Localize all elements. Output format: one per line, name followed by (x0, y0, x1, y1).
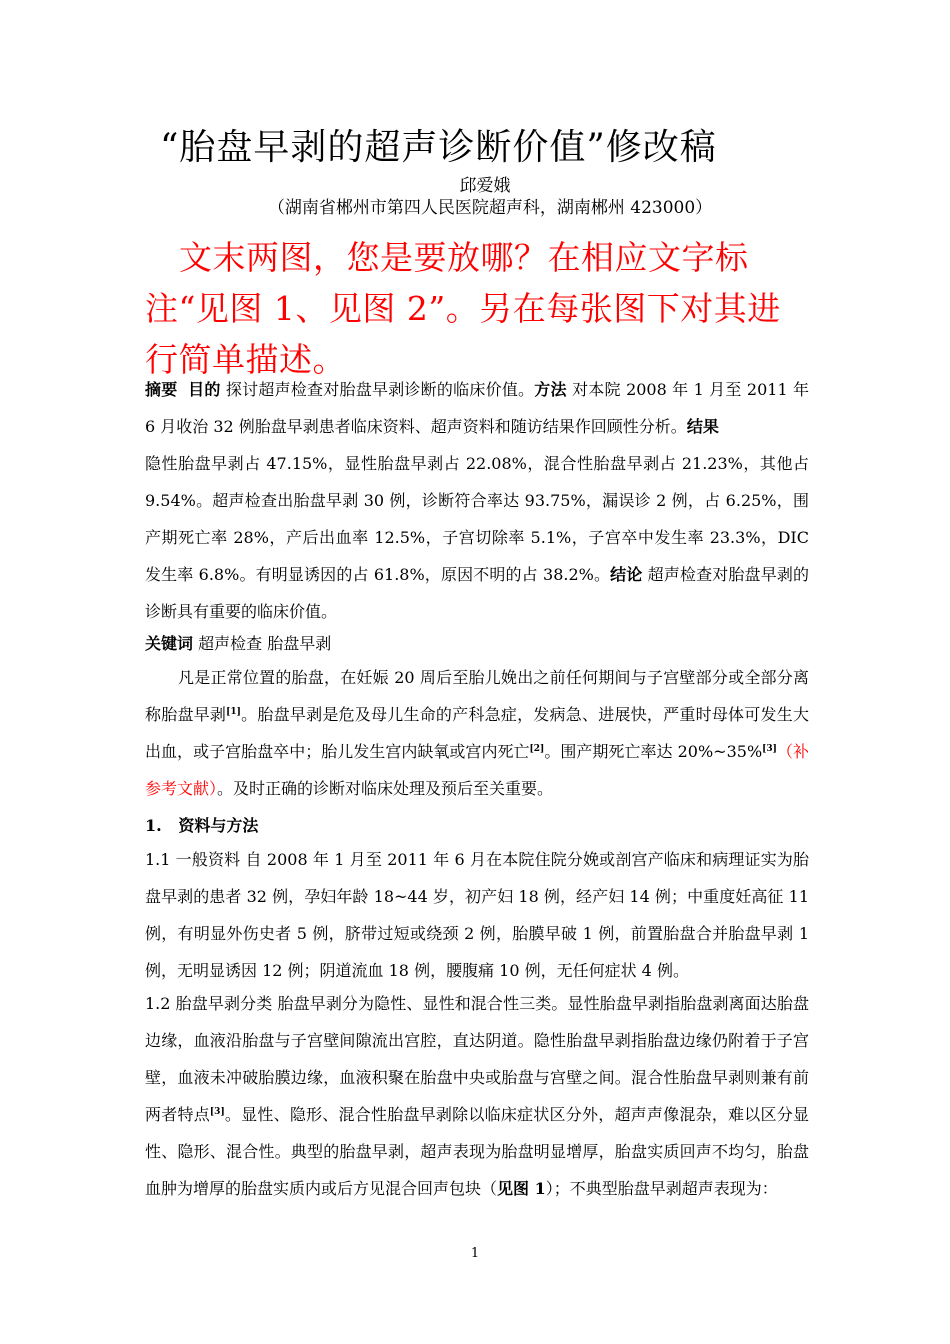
method-text: 对本院 2008 年 1 月至 2011 年 6 月收治 32 例胎盘早剥患者临床资料、超声资料和随访结果作回顾性分析。 (145, 380, 809, 436)
classification-text-3: ）；不典型胎盘早剥超声表现为： (545, 1179, 778, 1198)
keywords-line (145, 625, 809, 662)
abstract-paragraph (145, 371, 809, 630)
editor-note: 文末两图，您是要放哪？在相应文字标注“见图 1、见图 2”。另在每张图下对其进行简单描述。 (145, 238, 781, 379)
author-name: 邱爱娥 (459, 176, 511, 196)
citation-ref: [3] (762, 744, 777, 754)
section-heading: 1. 资料与方法 (145, 816, 259, 835)
reference-needed-note: （补参考文献） (145, 742, 809, 798)
conclusion-text: 超声检查对胎盘早剥的诊断具有重要的临床价值。 (145, 565, 809, 621)
citation-ref: [3] (209, 1107, 225, 1117)
citation-ref: [2] (529, 744, 545, 754)
intro-paragraph (145, 659, 809, 807)
objective-label: 目的 (188, 380, 221, 399)
citation-ref: [1] (226, 707, 241, 717)
intro-text-2: 。胎盘早剥是危及母儿生命的产科急症，发病急、进展快，严重时母体可发生大出血，或子宫胎盘卒中；胎儿发生宫内缺氧或宫内死亡 (145, 705, 809, 761)
keywords-text: 超声检查 胎盘早剥 (193, 634, 332, 653)
author-affiliation: （湖南省郴州市第四人民医院超声科，湖南郴州 423000） (267, 198, 713, 218)
method-label: 方法 (534, 380, 567, 399)
classification-text-1: 1.2 胎盘早剥分类 胎盘早剥分为隐性、显性和混合性三类。显性胎盘早剥指胎盘剥离面达胎盘边缘，血液沿胎盘与子宫壁间隙流出宫腔，直达阴道。隐性胎盘早剥指胎盘边缘仍附着于子宫壁，血液未冲破胎膜边缘，血液积聚在胎盘中央或胎盘与宫壁之间。混合性胎盘早剥则兼有前两者特点 (145, 994, 809, 1124)
objective-text: 探讨超声检查对胎盘早剥诊断的临床价值。 (220, 380, 535, 399)
intro-text-1: 凡是正常位置的胎盘，在妊娠 20 周后至胎儿娩出之前任何期间与子宫壁部分或全部分离称胎盘早剥 (145, 668, 809, 724)
intro-text-3: 。围产期死亡率达 20%~35% (544, 742, 763, 761)
conclusion-label: 结论 (610, 565, 643, 584)
abstract-label: 摘要 (145, 380, 178, 399)
keywords-label: 关键词 (145, 634, 194, 653)
intro-text-4: 。及时正确的诊断对临床处理及预后至关重要。 (217, 779, 554, 798)
document-title: “胎盘早剥的超声诊断价值”修改稿 (160, 127, 717, 168)
classification-text-2: 。显性、隐形、混合性胎盘早剥除以临床症状区分外，超声声像混杂，难以区分显性、隐形、混合性。典型的胎盘早剥，超声表现为胎盘明显增厚，胎盘实质回声不均匀，胎盘血肿为增厚的胎盘实质内或后方见混合回声包块（ (145, 1105, 809, 1198)
result-text: 隐性胎盘早剥占 47.15%，显性胎盘早剥占 22.08%，混合性胎盘早剥占 21.23%，其他占 9.54%。超声检查出胎盘早剥 30 例，诊断符合率达 93.75%，漏误诊 2 例，占 6.25%，围产期死亡率 28%，产后出血率 12.5%，子宫切除率 5.1%，子宫卒中发生率 23.3%，DIC 发生率 6.8%。有明显诱因的占 61.8%，原因不明的占 38.2%。 (145, 454, 809, 584)
result-label: 结果 (686, 417, 719, 436)
figure-reference: 见图 1 (497, 1179, 546, 1198)
paragraph-general-data: 1.1 一般资料 自 2008 年 1 月至 2011 年 6 月在本院住院分娩或剖宫产临床和病理证实为胎盘早剥的患者 32 例，孕妇年龄 18~44 岁，初产妇 18 例，经产妇 14 例；中重度妊高征 11 例，有明显外伤史者 5 例，脐带过短或绕颈 2 例，胎膜早破 1 例，前置胎盘合并胎盘早剥 1 例，无明显诱因 12 例；阴道流血 18 例，腰腹痛 10 例，无任何症状 4 例。 (145, 850, 809, 980)
page-number: 1 (470, 1246, 480, 1261)
paragraph-classification (145, 985, 809, 1207)
